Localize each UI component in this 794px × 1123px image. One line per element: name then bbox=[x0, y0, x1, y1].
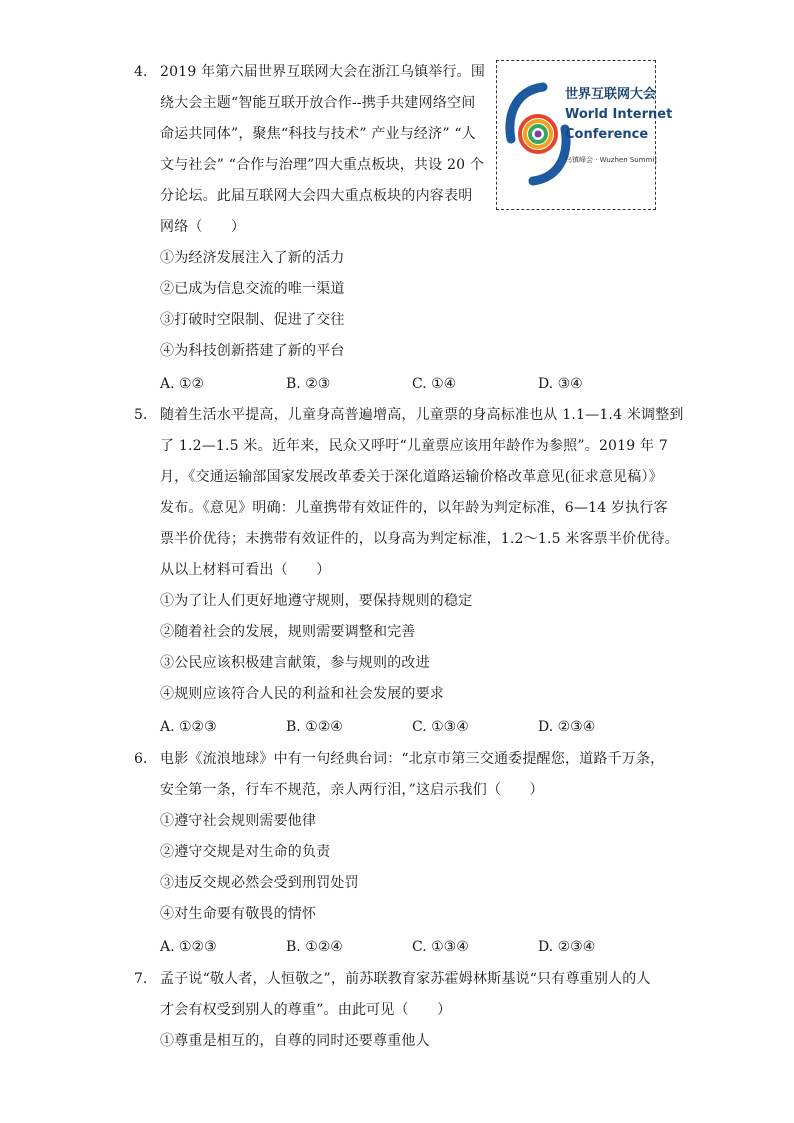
option-b[interactable]: B. ①②④ bbox=[286, 719, 343, 735]
question-text-line: 电影《流浪地球》中有一句经典台词：“北京市第三交通委提醒您，道路千万条， bbox=[160, 751, 665, 767]
statement-item: ③违反交规必然会受到刑罚处罚 bbox=[160, 875, 359, 891]
statement-item: ①为了让人们更好地遵守规则，要保持规则的稳定 bbox=[160, 593, 473, 609]
question-text-line: 了 1.2—1.5 米。近年来，民众又呼吁“儿童票应该用年龄作为参照”。2019 年 7 bbox=[160, 438, 668, 454]
logo-subtitle: 乌镇峰会 · Wuzhen Summit bbox=[565, 156, 658, 164]
question-text-line: 分论坛。此届互联网大会四大重点板块的内容表明 bbox=[160, 188, 473, 204]
option-a[interactable]: A. ①② bbox=[160, 376, 205, 392]
question-number: 5. bbox=[134, 407, 148, 423]
option-c[interactable]: C. ①④ bbox=[412, 376, 457, 392]
question-text-line: 从以上材料可看出（ ） bbox=[160, 562, 331, 578]
statement-item: ④规则应该符合人民的利益和社会发展的要求 bbox=[160, 686, 444, 702]
world-internet-conference-logo bbox=[496, 60, 673, 210]
question-text-line: 票半价优待；未携带有效证件的，以身高为判定标准，1.2～1.5 米客票半价优待。 bbox=[160, 531, 679, 547]
question-text-line: 2019 年第六届世界互联网大会在浙江乌镇举行。围 bbox=[160, 64, 486, 80]
question-text-line: 孟子说“敬人者，人恒敬之”，前苏联教育家苏霍姆林斯基说“只有尊重别人的人 bbox=[160, 971, 651, 987]
option-c[interactable]: C. ①③④ bbox=[412, 939, 469, 955]
question-text-line: 发布。《意见》明确：儿童携带有效证件的，以年龄为判定标准，6—14 岁执行客 bbox=[160, 500, 668, 516]
statement-item: ④为科技创新搭建了新的平台 bbox=[160, 343, 345, 359]
option-c[interactable]: C. ①③④ bbox=[412, 719, 469, 735]
question-text-line: 安全第一条，行车不规范，亲人两行泪，”这启示我们（ ） bbox=[160, 782, 544, 798]
question-text-line: 文与社会” “合作与治理”四大重点板块，共设 20 个 bbox=[160, 157, 485, 173]
question-number: 4. bbox=[134, 64, 148, 80]
question-text-line: 命运共同体”，聚焦“科技与技术” 产业与经济” “人 bbox=[160, 126, 476, 142]
logo-chinese-title: 世界互联网大会 bbox=[565, 87, 657, 102]
statement-item: ①遵守社会规则需要他律 bbox=[160, 813, 317, 829]
statement-item: ③公民应该积极建言献策，参与规则的改进 bbox=[160, 655, 430, 671]
statement-item: ③打破时空限制、促进了交往 bbox=[160, 312, 345, 328]
question-text-line: 随着生活水平提高，儿童身高普遍增高，儿童票的身高标准也从 1.1—1.4 米调整到 bbox=[160, 407, 684, 423]
question-text-line: 网络（ ） bbox=[160, 219, 246, 235]
conference-emblem-icon bbox=[503, 79, 573, 189]
option-a[interactable]: A. ①②③ bbox=[160, 939, 217, 955]
option-d[interactable]: D. ②③④ bbox=[538, 719, 596, 735]
statement-item: ②遵守交规是对生命的负责 bbox=[160, 844, 331, 860]
option-b[interactable]: B. ②③ bbox=[286, 376, 331, 392]
statement-item: ①为经济发展注入了新的活力 bbox=[160, 250, 345, 266]
question-text-line: 才会有权受到别人的尊重”。由此可见（ ） bbox=[160, 1002, 452, 1018]
statement-item: ②随着社会的发展，规则需要调整和完善 bbox=[160, 624, 416, 640]
question-text-line: 绕大会主题“智能互联开放合作--携手共建网络空间 bbox=[160, 95, 476, 111]
option-a[interactable]: A. ①②③ bbox=[160, 719, 217, 735]
question-text-line: 月，《交通运输部国家发展改革委关于深化道路运输价格改革意见(征求意见稿）》 bbox=[160, 469, 663, 485]
question-number: 6. bbox=[134, 751, 148, 767]
option-d[interactable]: D. ②③④ bbox=[538, 939, 596, 955]
statement-item: ①尊重是相互的，自尊的同时还要尊重他人 bbox=[160, 1033, 430, 1049]
option-b[interactable]: B. ①②④ bbox=[286, 939, 343, 955]
logo-english-line1: World Internet bbox=[565, 107, 673, 122]
logo-english-line2: Conference bbox=[565, 127, 649, 142]
question-number: 7. bbox=[134, 971, 148, 987]
statement-item: ④对生命要有敬畏的情怀 bbox=[160, 906, 317, 922]
statement-item: ②已成为信息交流的唯一渠道 bbox=[160, 281, 345, 297]
option-d[interactable]: D. ③④ bbox=[538, 376, 583, 392]
